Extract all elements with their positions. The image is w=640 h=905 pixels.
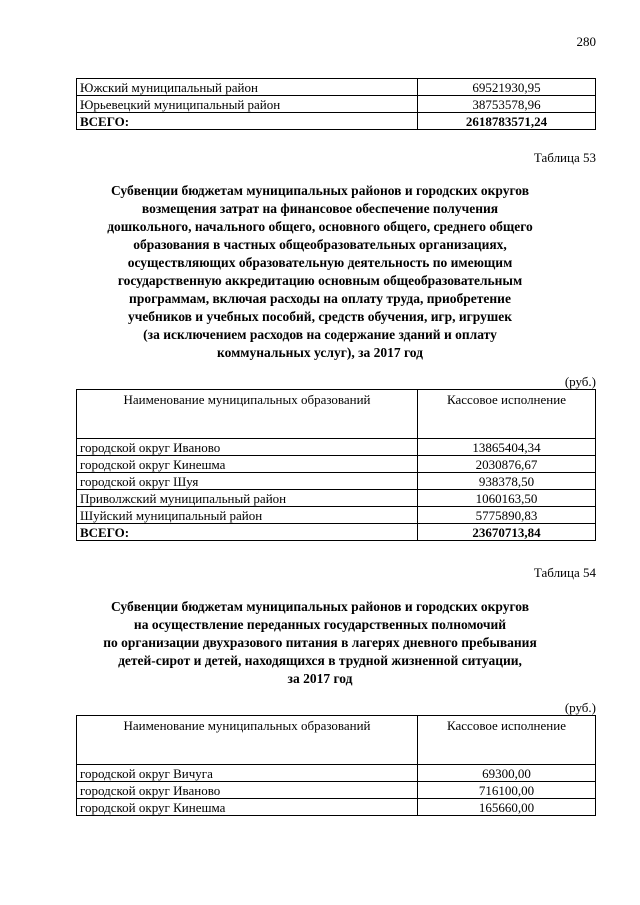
title-line: возмещения затрат на финансовое обеспечение получения xyxy=(141,201,499,216)
table-row xyxy=(77,765,596,782)
table-row xyxy=(77,439,596,456)
title-line: коммунальных услуг), за 2017 год xyxy=(217,345,423,360)
table53-unit: (руб.) xyxy=(564,374,596,389)
cash-execution-value: 1060163,50 xyxy=(418,490,596,507)
table-header-row xyxy=(77,390,596,439)
table-header-row xyxy=(77,716,596,765)
title-line: осуществляющих образовательную деятельность по имеющим xyxy=(127,255,513,270)
table54-title xyxy=(60,598,580,688)
table53 xyxy=(76,389,596,541)
cash-execution-value: 2618783571,24 xyxy=(418,113,596,130)
total-row xyxy=(77,524,596,541)
column-header-name: Наименование муниципальных образований xyxy=(77,716,418,765)
municipality-name: ВСЕГО: xyxy=(77,524,418,541)
title-line: (за исключением расходов на содержание зданий и оплату xyxy=(143,327,497,342)
municipality-name: Приволжский муниципальный район xyxy=(77,490,418,507)
table54 xyxy=(76,715,596,816)
cash-execution-value: 69521930,95 xyxy=(418,79,596,96)
table53-caption: Таблица 53 xyxy=(533,150,596,165)
title-line: дошкольного, начального общего, основного общего, среднего общего xyxy=(107,219,533,234)
municipality-name: Южский муниципальный район xyxy=(77,79,418,96)
cash-execution-value: 2030876,67 xyxy=(418,456,596,473)
table-row xyxy=(77,782,596,799)
table-row xyxy=(77,96,596,113)
municipality-name: городской округ Кинешма xyxy=(77,799,418,816)
title-line: образования в частных общеобразовательных организациях, xyxy=(133,237,507,252)
table-row xyxy=(77,799,596,816)
municipality-name: городской округ Шуя xyxy=(77,473,418,490)
table54-unit: (руб.) xyxy=(564,700,596,715)
cash-execution-value: 5775890,83 xyxy=(418,507,596,524)
municipality-name: городской округ Вичуга xyxy=(77,765,418,782)
column-header-value: Кассовое исполнение xyxy=(418,390,596,439)
municipality-name: ВСЕГО: xyxy=(77,113,418,130)
cash-execution-value: 938378,50 xyxy=(418,473,596,490)
cash-execution-value: 13865404,34 xyxy=(418,439,596,456)
title-line: на осуществление переданных государственных полномочий xyxy=(133,617,507,632)
table-continued xyxy=(76,78,596,130)
municipality-name: городской округ Кинешма xyxy=(77,456,418,473)
table53-title xyxy=(60,182,580,362)
title-line: учебников и учебных пособий, средств обучения, игр, игрушек xyxy=(127,309,513,324)
page-number: 280 xyxy=(576,34,596,49)
title-line: за 2017 год xyxy=(287,671,353,686)
municipality-name: Юрьевецкий муниципальный район xyxy=(77,96,418,113)
title-line: Субвенции бюджетам муниципальных районов и городских округов xyxy=(110,183,530,198)
cash-execution-value: 69300,00 xyxy=(418,765,596,782)
total-row xyxy=(77,113,596,130)
table-row xyxy=(77,456,596,473)
column-header-value: Кассовое исполнение xyxy=(418,716,596,765)
cash-execution-value: 38753578,96 xyxy=(418,96,596,113)
municipality-name: городской округ Иваново xyxy=(77,782,418,799)
cash-execution-value: 716100,00 xyxy=(418,782,596,799)
title-line: программам, включая расходы на оплату труда, приобретение xyxy=(129,291,511,306)
column-header-name: Наименование муниципальных образований xyxy=(77,390,418,439)
title-line: Субвенции бюджетам муниципальных районов и городских округов xyxy=(110,599,530,614)
table-row xyxy=(77,473,596,490)
table-row xyxy=(77,507,596,524)
municipality-name: Шуйский муниципальный район xyxy=(77,507,418,524)
table-row xyxy=(77,79,596,96)
municipality-name: городской округ Иваново xyxy=(77,439,418,456)
title-line: детей-сирот и детей, находящихся в трудной жизненной ситуации, xyxy=(118,653,522,668)
cash-execution-value: 23670713,84 xyxy=(418,524,596,541)
title-line: по организации двухразового питания в лагерях дневного пребывания xyxy=(103,635,537,650)
table-row xyxy=(77,490,596,507)
table54-caption: Таблица 54 xyxy=(533,565,596,580)
title-line: государственную аккредитацию основным общеобразовательным xyxy=(117,273,523,288)
cash-execution-value: 165660,00 xyxy=(418,799,596,816)
